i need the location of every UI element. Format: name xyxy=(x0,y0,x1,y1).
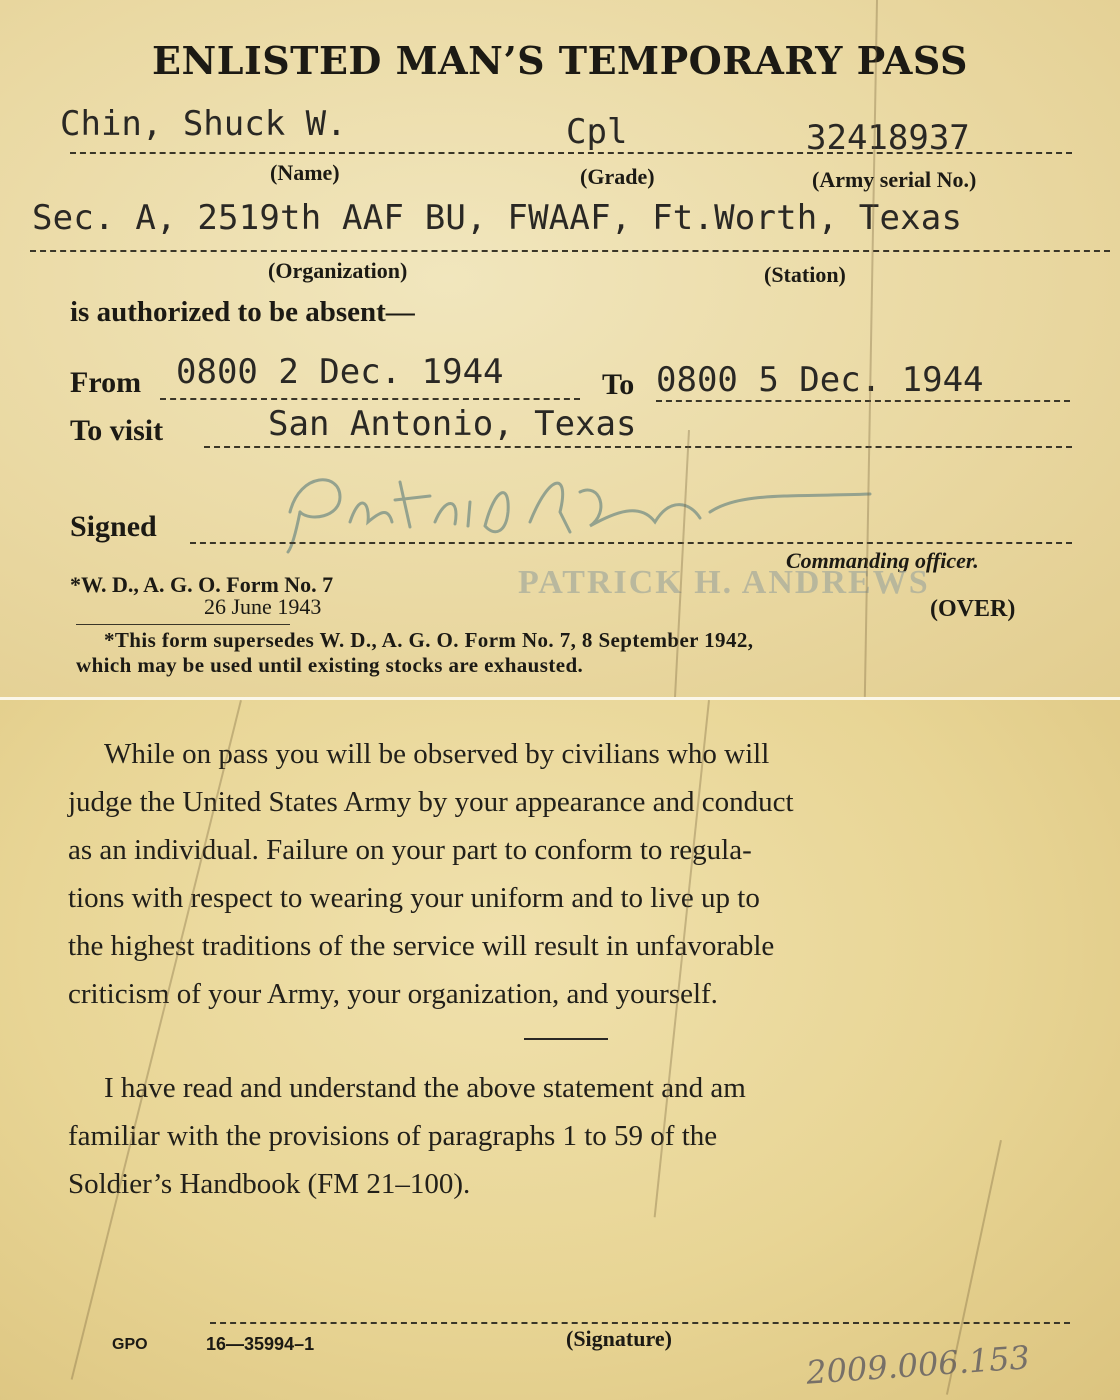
print-code: 16—35994–1 xyxy=(206,1334,315,1354)
signature-label: (Signature) xyxy=(566,1326,672,1351)
serial-label: (Army serial No.) xyxy=(812,167,977,192)
organization-value: Sec. A, 2519th AAF BU, FWAAF, Ft.Worth, Texas xyxy=(32,198,963,238)
signature-line xyxy=(210,1322,1070,1324)
paragraph-1-line: criticism of your Army, your organization, and yourself. xyxy=(68,978,718,1010)
from-line xyxy=(160,398,580,400)
paragraph-1-line: as an individual. Failure on your part to conform to regula- xyxy=(68,834,752,866)
organization-line xyxy=(30,250,1110,252)
footnote-line-2: which may be used until existing stocks are exhausted. xyxy=(76,653,584,677)
paragraph-2-line: Soldier’s Handbook (FM 21–100). xyxy=(68,1168,471,1200)
gpo-label: GPO xyxy=(112,1336,148,1353)
to-label: To xyxy=(602,368,635,401)
paragraph-2-line: familiar with the provisions of paragraphs 1 to 59 of the xyxy=(68,1120,718,1152)
signed-label: Signed xyxy=(70,510,157,543)
paragraph-1-line: the highest traditions of the service will result in unfavorable xyxy=(68,930,775,962)
paragraph-1-line: While on pass you will be observed by civilians who will xyxy=(104,738,770,770)
officer-signature xyxy=(270,452,890,562)
paragraph-1-line: judge the United States Army by your appearance and conduct xyxy=(68,786,794,818)
visit-label: To visit xyxy=(70,414,164,447)
commanding-officer-label: Commanding officer. xyxy=(786,548,979,573)
to-value: 0800 5 Dec. 1944 xyxy=(656,360,984,400)
form-date-rule xyxy=(76,624,290,625)
from-value: 0800 2 Dec. 1944 xyxy=(176,352,504,392)
catalog-number: 2009.006.153 xyxy=(804,1338,1031,1392)
over-label: (OVER) xyxy=(930,596,1016,622)
to-line xyxy=(656,400,1070,402)
paragraph-2-line: I have read and understand the above statement and am xyxy=(104,1072,746,1104)
name-value: Chin, Shuck W. xyxy=(60,104,347,144)
authorized-text: is authorized to be absent— xyxy=(70,296,415,328)
name-label: (Name) xyxy=(270,160,340,185)
section-divider xyxy=(524,1038,608,1040)
signed-line xyxy=(190,542,1072,544)
form-date: 26 June 1943 xyxy=(204,594,322,619)
form-title: ENLISTED MAN’S TEMPORARY PASS xyxy=(152,38,968,83)
form-number: *W. D., A. G. O. Form No. 7 xyxy=(70,572,334,597)
name-line xyxy=(70,152,1072,154)
visit-line xyxy=(204,446,1072,448)
organization-label: (Organization) xyxy=(268,258,408,283)
pass-back xyxy=(0,700,1120,1400)
grade-value: Cpl xyxy=(566,112,628,152)
officer-stamp: PATRICK H. ANDREWS xyxy=(518,564,930,601)
pass-front xyxy=(0,0,1120,697)
visit-value: San Antonio, Texas xyxy=(268,404,637,444)
paragraph-1-line: tions with respect to wearing your uniform and to live up to xyxy=(68,882,760,914)
station-label: (Station) xyxy=(764,262,846,287)
footnote-line-1: *This form supersedes W. D., A. G. O. Form No. 7, 8 September 1942, xyxy=(104,628,754,652)
from-label: From xyxy=(70,366,142,399)
serial-value: 32418937 xyxy=(806,118,970,158)
grade-label: (Grade) xyxy=(580,164,655,189)
